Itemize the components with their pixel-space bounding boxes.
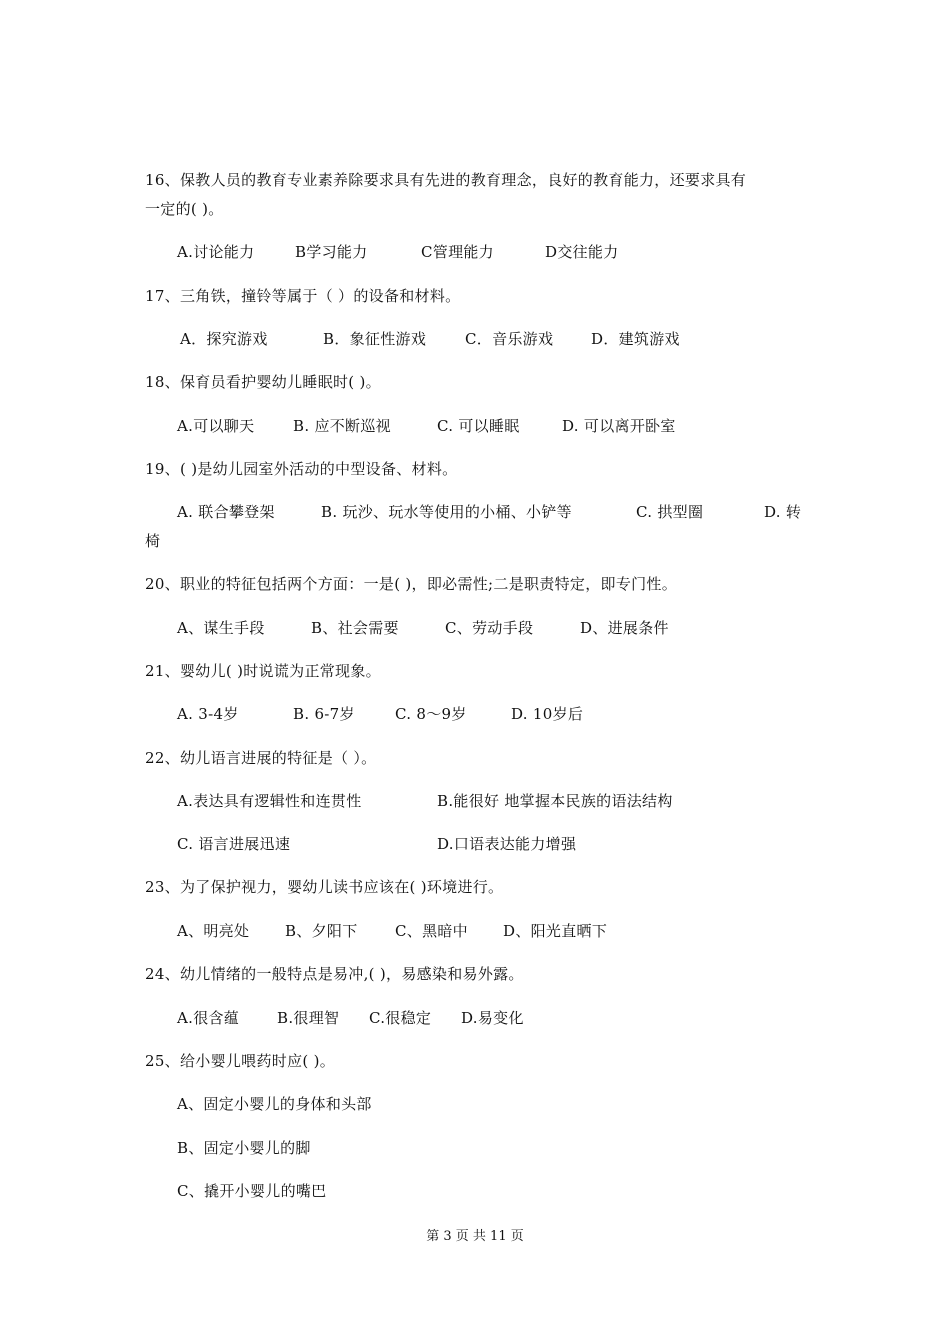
page-footer: 第 3 页 共 11 页 — [426, 1229, 524, 1244]
question-17-option-b: B．象征性游戏 — [323, 330, 427, 348]
question-18-option-d: D. 可以离开卧室 — [562, 417, 676, 435]
question-24-option-c: C.很稳定 — [369, 1009, 432, 1027]
question-19-option-a: A. 联合攀登架 — [177, 503, 275, 521]
question-24-option-d: D.易变化 — [461, 1009, 524, 1027]
question-24-option-b: B.很理智 — [277, 1009, 340, 1027]
question-20-stem: 20、职业的特征包括两个方面：一是( )，即必需性;二是职责特定，即专门性。 — [145, 575, 678, 593]
question-16-option-d: D交往能力 — [545, 243, 619, 261]
question-23-stem: 23、为了保护视力，婴幼儿读书应该在( )环境进行。 — [145, 878, 504, 896]
question-18-option-b: B. 应不断巡视 — [293, 417, 391, 435]
question-19-option-d-wrap: 椅 — [145, 532, 161, 550]
question-19-stem: 19、( )是幼儿园室外活动的中型设备、材料。 — [145, 460, 458, 478]
question-18-option-a: A.可以聊天 — [177, 417, 255, 435]
question-25-option-b: B、固定小婴儿的脚 — [177, 1139, 311, 1157]
question-21-option-d: D. 10岁后 — [511, 705, 584, 723]
question-23-option-d: D、阳光直晒下 — [503, 922, 608, 940]
question-21-option-c: C. 8～9岁 — [395, 705, 467, 723]
question-19-option-d: D. 转 — [764, 503, 802, 521]
question-22-option-d: D.口语表达能力增强 — [437, 835, 577, 853]
question-23-option-a: A、明亮处 — [177, 922, 250, 940]
question-24-option-a: A.很含蕴 — [177, 1009, 240, 1027]
question-24-stem: 24、幼儿情绪的一般特点是易冲,( )，易感染和易外露。 — [145, 965, 524, 983]
question-21-option-a: A. 3-4岁 — [177, 705, 239, 723]
question-23-option-c: C、黑暗中 — [395, 922, 468, 940]
question-22-option-a: A.表达具有逻辑性和连贯性 — [177, 792, 362, 810]
question-25-stem: 25、给小婴儿喂药时应( )。 — [145, 1052, 336, 1070]
question-17-option-c: C．音乐游戏 — [465, 330, 554, 348]
question-25-option-c: C、撬开小婴儿的嘴巴 — [177, 1182, 327, 1200]
question-19-option-b: B. 玩沙、玩水等使用的小桶、小铲等 — [321, 503, 572, 521]
question-18-stem: 18、保育员看护婴幼儿睡眠时( )。 — [145, 373, 381, 391]
question-22-option-b: B.能很好 地掌握本民族的语法结构 — [437, 792, 673, 810]
question-21-option-b: B. 6-7岁 — [293, 705, 355, 723]
question-16-stem-line2: 一定的( )。 — [145, 200, 224, 218]
question-20-option-c: C、劳动手段 — [445, 619, 534, 637]
question-19-option-c: C. 拱型圈 — [636, 503, 704, 521]
question-17-option-d: D．建筑游戏 — [591, 330, 680, 348]
question-17-stem: 17、三角铁，撞铃等属于（ ）的设备和材料。 — [145, 287, 461, 305]
question-16-option-b: B学习能力 — [295, 243, 368, 261]
question-23-option-b: B、夕阳下 — [285, 922, 358, 940]
question-21-stem: 21、婴幼儿( )时说谎为正常现象。 — [145, 662, 381, 680]
question-22-stem: 22、幼儿语言进展的特征是（ ）。 — [145, 749, 377, 767]
question-20-option-b: B、社会需要 — [311, 619, 399, 637]
question-20-option-d: D、进展条件 — [580, 619, 669, 637]
question-20-option-a: A、谋生手段 — [177, 619, 265, 637]
question-22-option-c: C. 语言进展迅速 — [177, 835, 291, 853]
question-16-option-c: C管理能力 — [421, 243, 494, 261]
question-25-option-a: A、固定小婴儿的身体和头部 — [177, 1095, 372, 1113]
question-17-option-a: A．探究游戏 — [180, 330, 268, 348]
question-18-option-c: C. 可以睡眠 — [437, 417, 520, 435]
question-16-stem-line1: 16、保教人员的教育专业素养除要求具有先进的教育理念，良好的教育能力，还要求具有 — [145, 171, 747, 189]
question-16-option-a: A.讨论能力 — [177, 243, 255, 261]
